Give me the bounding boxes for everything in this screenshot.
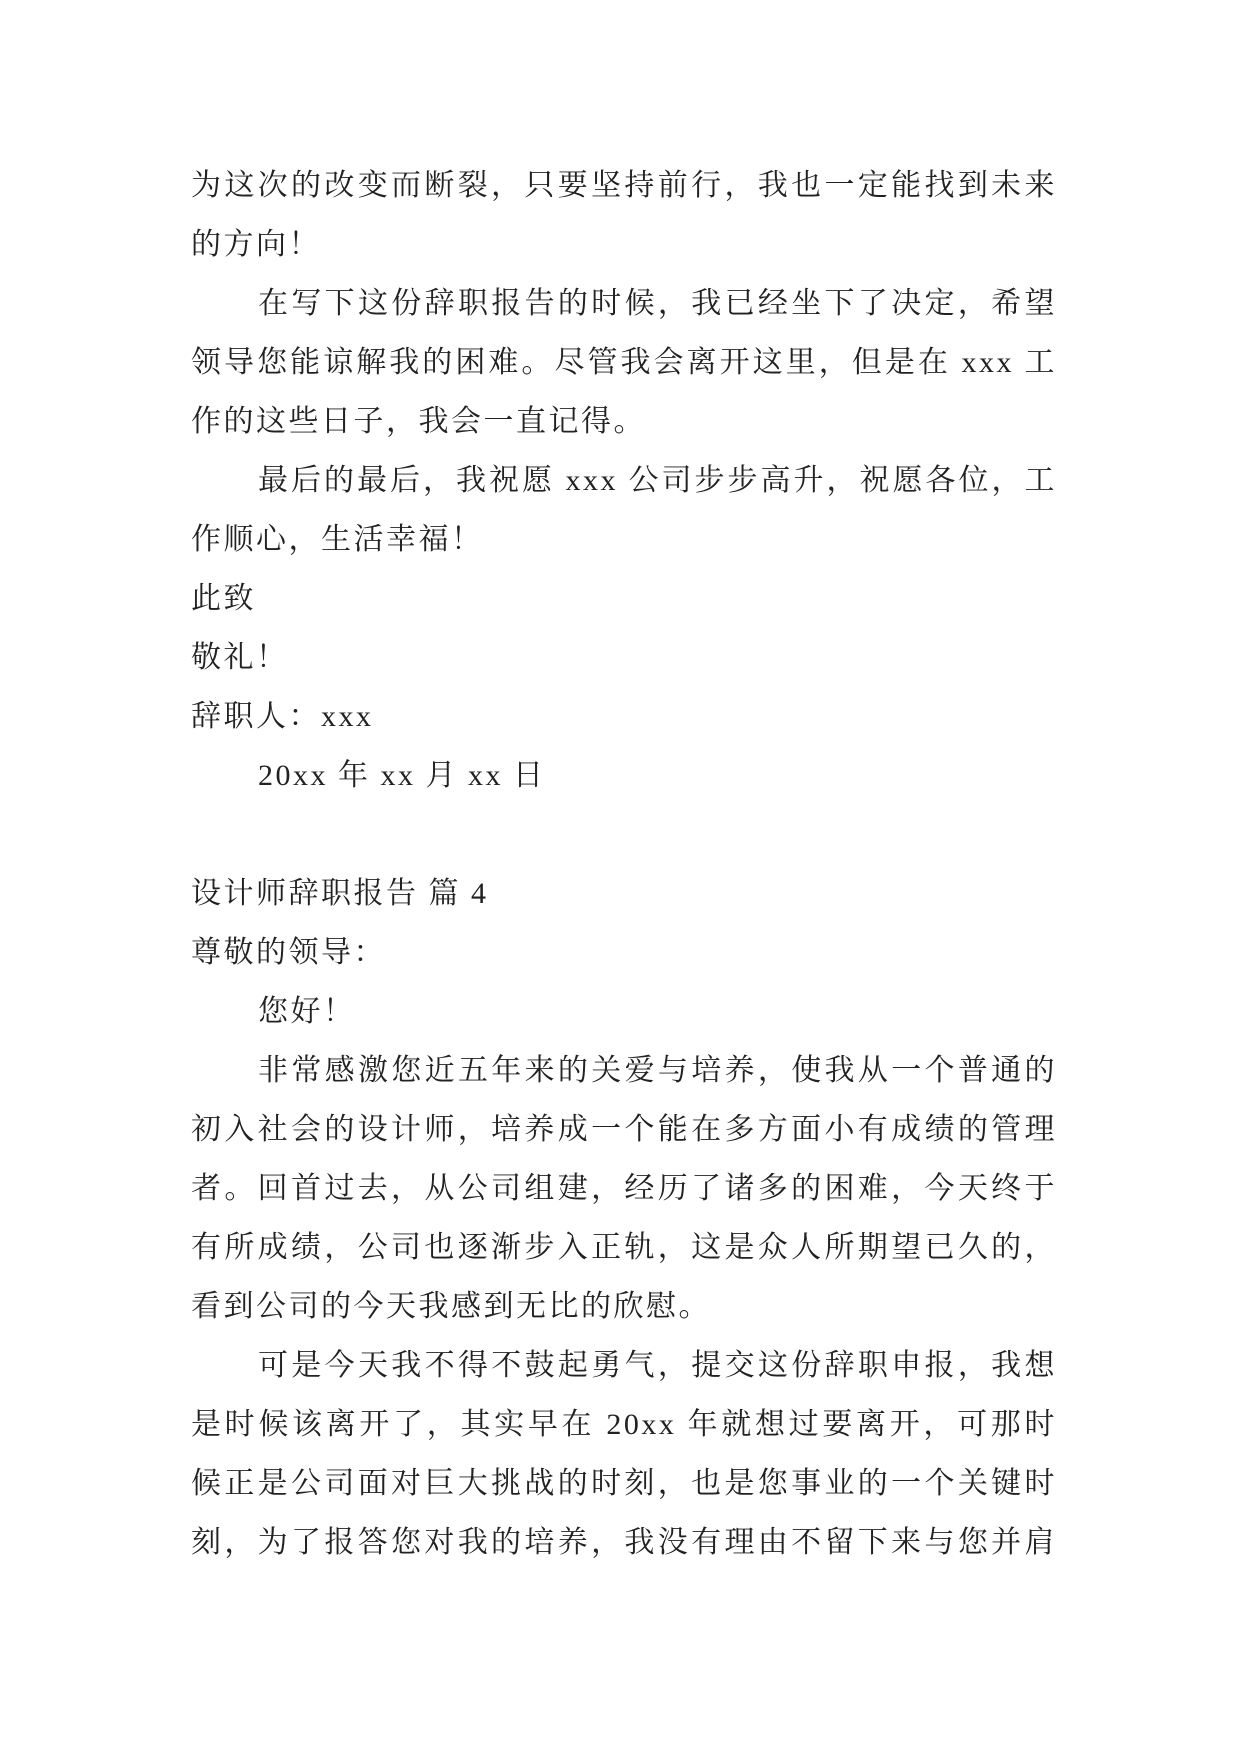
paragraph-line: 刻，为了报答您对我的培养，我没有理由不留下来与您并肩	[191, 1526, 1057, 1559]
closing-line: 此致	[191, 582, 256, 615]
paragraph-line: 作的这些日子，我会一直记得。	[191, 405, 646, 438]
paragraph-line: 在写下这份辞职报告的时候，我已经坐下了决定，希望	[258, 287, 1057, 320]
document-page	[191, 156, 1057, 1572]
paragraph-line: 领导您能谅解我的困难。尽管我会离开这里，但是在 xxx 工	[191, 346, 1057, 379]
date-line: 20xx 年 xx 月 xx 日	[258, 759, 546, 792]
paragraph-line: 看到公司的今天我感到无比的欣慰。	[191, 1290, 711, 1323]
paragraph-line: 初入社会的设计师，培养成一个能在多方面小有成绩的管理	[191, 1113, 1057, 1146]
paragraph-line: 非常感激您近五年来的关爱与培养，使我从一个普通的	[258, 1054, 1057, 1087]
paragraph-line: 者。回首过去，从公司组建，经历了诸多的困难，今天终于	[191, 1172, 1057, 1205]
paragraph	[191, 1041, 1057, 1336]
paragraph-line: 是时候该离开了，其实早在 20xx 年就想过要离开，可那时	[191, 1408, 1057, 1441]
paragraph-line: 有所成绩，公司也逐渐步入正轨，这是众人所期望已久的，	[191, 1231, 1057, 1264]
paragraph	[191, 156, 1057, 274]
signature: 辞职人：xxx	[191, 700, 374, 733]
spacer	[191, 805, 1057, 864]
paragraph-line: 可是今天我不得不鼓起勇气，提交这份辞职申报，我想	[258, 1349, 1057, 1382]
paragraph-line: 作顺心，生活幸福！	[191, 523, 484, 556]
paragraph-line: 为这次的改变而断裂，只要坚持前行，我也一定能找到未来	[191, 169, 1057, 202]
paragraph	[191, 274, 1057, 451]
paragraph	[191, 451, 1057, 569]
paragraph-line: 最后的最后，我祝愿 xxx 公司步步高升，祝愿各位，工	[258, 464, 1057, 497]
closing-regards: 敬礼！	[191, 641, 289, 674]
paragraph-line: 候正是公司面对巨大挑战的时刻，也是您事业的一个关键时	[191, 1467, 1057, 1500]
section-title: 设计师辞职报告 篇 4	[191, 877, 489, 910]
greeting: 您好！	[258, 995, 356, 1028]
salutation: 尊敬的领导：	[191, 936, 386, 969]
paragraph	[191, 1336, 1057, 1572]
paragraph-line: 的方向！	[191, 228, 321, 261]
